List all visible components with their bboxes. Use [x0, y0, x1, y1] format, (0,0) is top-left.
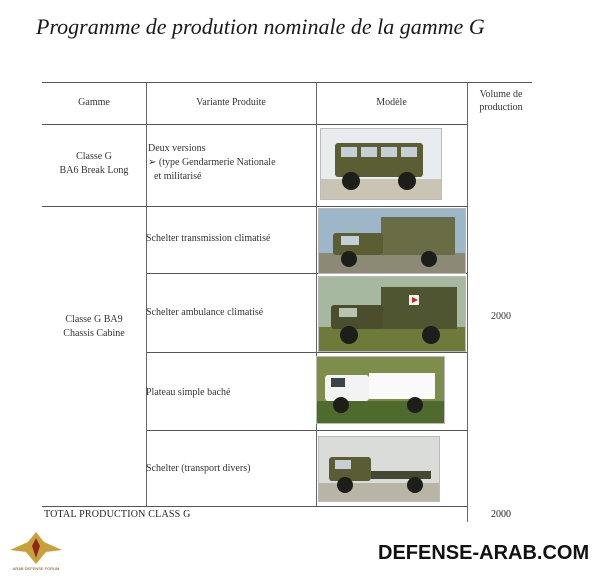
table-bottom-rule: [42, 506, 468, 507]
row1-gamme-line1: Classe G: [76, 151, 112, 162]
row1-bottom-rule: [42, 206, 468, 207]
group2-gamme-line1: Classe G BA9: [65, 314, 123, 325]
col-divider-3: [467, 82, 468, 522]
header-bottom-rule: [42, 124, 468, 125]
variant-plateau: Plateau simple baché: [146, 387, 231, 398]
variant-transport: Schelter (transport divers): [146, 463, 251, 474]
variant-transmission: Schelter transmission climatisé: [146, 233, 271, 244]
row1-variant-line2: [148, 156, 316, 170]
header-modele: Modèle: [376, 97, 407, 108]
row1-gamme-line2: BA6 Break Long: [59, 165, 129, 176]
vehicle-photo-transport: [318, 436, 440, 502]
row-divider-2: [146, 352, 468, 353]
header-volume-line2: production: [479, 102, 523, 113]
row-divider-3: [146, 430, 468, 431]
variant-ambulance: Schelter ambulance climatisé: [146, 307, 264, 318]
group2-gamme-line2: Chassis Cabine: [63, 328, 125, 339]
row1-variant-line3: et militarisé: [154, 171, 202, 182]
table-top-rule: [42, 82, 532, 83]
vehicle-photo-plateau: [316, 356, 445, 424]
total-label: TOTAL PRODUCTION CLASS G: [44, 509, 191, 520]
header-gamme: Gamme: [78, 97, 110, 108]
group2-gamme: [42, 312, 146, 342]
group2-volume: 2000: [491, 311, 511, 322]
header-volume: [468, 84, 534, 118]
col-divider-1: [146, 82, 147, 506]
row1-variant-line1: Deux versions: [148, 143, 206, 154]
vehicle-photo-transmission: [318, 208, 466, 274]
row1-variant: [148, 142, 316, 184]
watermark-text: DEFENSE-ARAB.COM: [378, 542, 590, 564]
col-divider-2: [316, 82, 317, 506]
bullet-arrow-icon: ➢: [148, 157, 157, 168]
vehicle-photo-ambulance: [318, 276, 466, 352]
row1-gamme: [42, 146, 146, 182]
header-variante: Variante Produite: [196, 97, 266, 108]
total-value: 2000: [491, 509, 511, 520]
row1-variant-line2-text: (type Gendarmerie Nationale: [158, 157, 276, 168]
header-volume-line1: Volume de: [479, 89, 523, 100]
page-title: Programme de prodution nominale de la gamme G: [36, 14, 485, 39]
vehicle-photo-break-long: [320, 128, 442, 200]
logo-caption: ARAB DEFENSE FORUM: [12, 566, 60, 571]
